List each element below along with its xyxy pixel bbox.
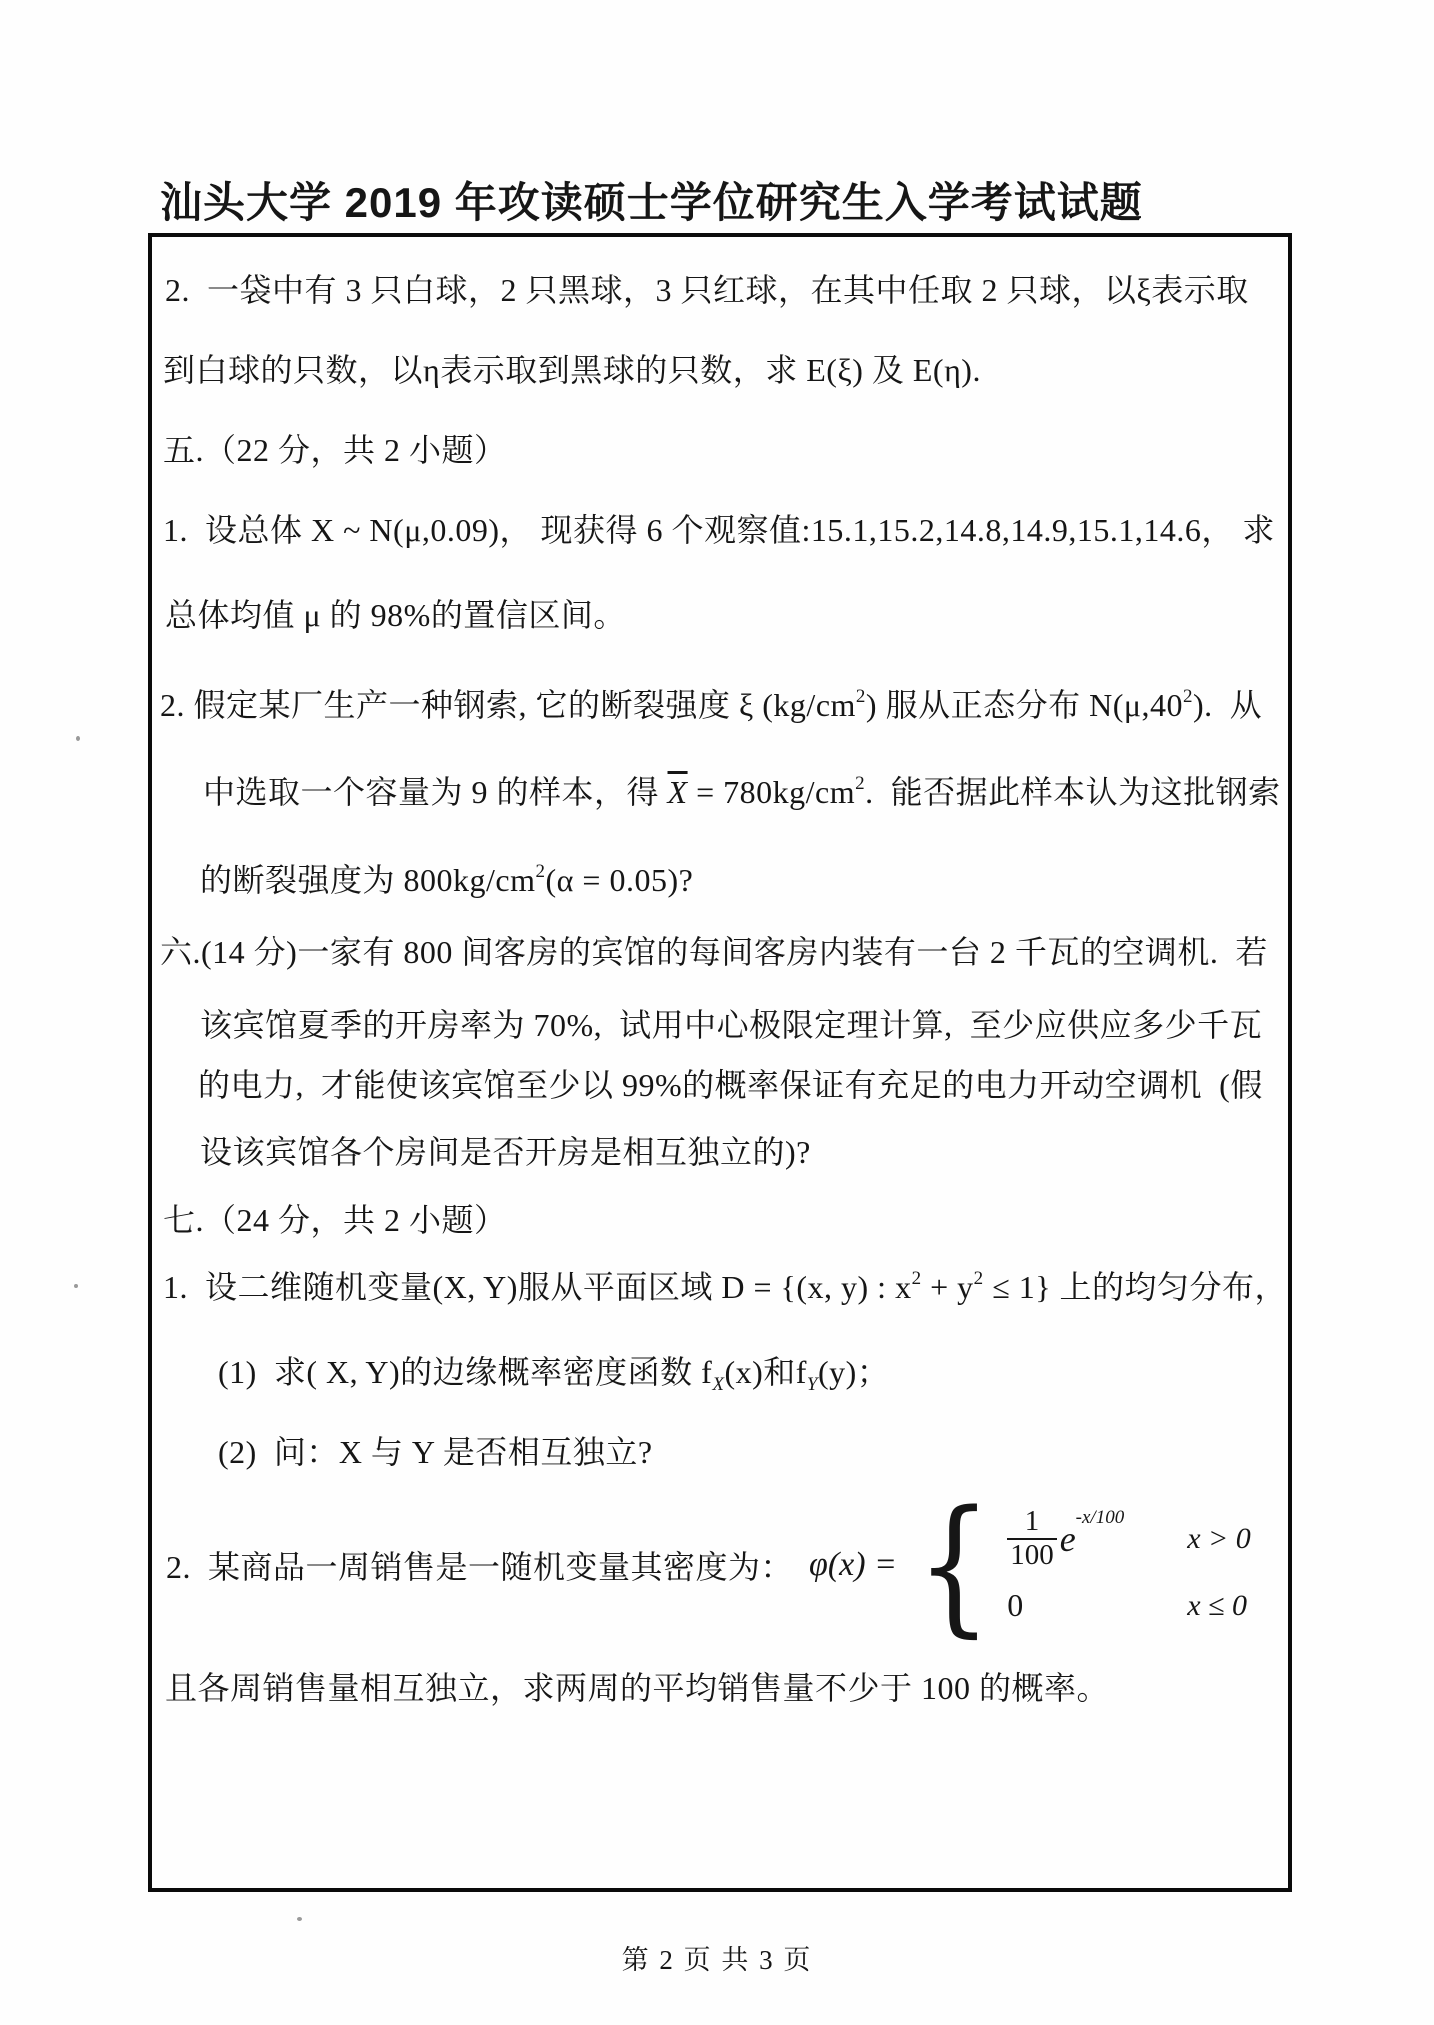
text-segment: = 780kg/cm — [687, 774, 856, 810]
case1-condition: x > 0 — [1187, 1521, 1251, 1555]
q2-balls-line1: 2. 一袋中有 3 只白球，2 只黑球，3 只红球，在其中任取 2 只球，以ξ表示取 — [165, 272, 1249, 308]
sec6-line1: 六.(14 分)一家有 800 间客房的宾馆的每间客房内装有一台 2 千瓦的空调机. 若 — [160, 934, 1268, 970]
sec5-q2-line2 — [203, 772, 1281, 812]
text-segment: ). 从 — [1193, 687, 1263, 723]
page-title: 汕头大学 2019 年攻读硕士学位研究生入学考试试题 — [160, 179, 1143, 227]
section5-heading: 五.（22 分，共 2 小题） — [163, 432, 507, 468]
superscript: 2 — [1183, 686, 1194, 707]
sec6-line3: 的电力, 才能使该宾馆至少以 99%的概率保证有充足的电力开动空调机 (假 — [198, 1067, 1263, 1103]
subscript: X — [712, 1374, 725, 1395]
sec7-q1-sub1 — [218, 1352, 890, 1395]
q2-balls-line2: 到白球的只数，以η表示取到黑球的只数，求 E(ξ) 及 E(η). — [163, 352, 981, 388]
sec6-line2: 该宾馆夏季的开房率为 70%, 试用中心极限定理计算, 至少应供应多少千瓦 — [200, 1007, 1263, 1043]
sec7-q1-line1 — [163, 1267, 1287, 1307]
sec5-q2-line1 — [160, 685, 1262, 725]
superscript: 2 — [973, 1268, 984, 1289]
text-segment: (α = 0.05)? — [545, 862, 694, 898]
text-segment: . 能否据此样本认为这批钢索 — [865, 774, 1281, 810]
text-segment: 中选取一个容量为 9 的样本，得 — [203, 774, 668, 810]
superscript: 2 — [855, 686, 866, 707]
superscript: 2 — [911, 1268, 922, 1289]
sec5-q2-line3 — [200, 860, 693, 900]
piecewise-cases — [1007, 1506, 1251, 1625]
sec5-q1-line1: 1. 设总体 X ~ N(μ,0.09)， 现获得 6 个观察值:15.1,15.2,14.8,14.9,15.1,14.6， 求 — [163, 512, 1275, 548]
text-segment: + y — [921, 1269, 974, 1305]
scan-speck — [74, 1284, 78, 1288]
case2-condition: x ≤ 0 — [1187, 1588, 1247, 1622]
sec6-line4: 设该宾馆各个房间是否开房是相互独立的)? — [200, 1134, 811, 1170]
superscript: 2 — [855, 773, 866, 794]
case2-expression — [1007, 1587, 1187, 1624]
page-number: 第 2 页 共 3 页 — [621, 1945, 813, 1975]
left-brace: { — [916, 1479, 992, 1651]
superscript: 2 — [535, 861, 546, 882]
exponential-term — [1059, 1506, 1125, 1560]
subscript: Y — [806, 1374, 818, 1395]
sec5-q1-line2: 总体均值 μ 的 98%的置信区间。 — [165, 597, 626, 633]
fraction-numerator: 1 — [1024, 1504, 1040, 1537]
e-symbol: e — [1059, 1518, 1076, 1559]
text-segment: 2. 假定某厂生产一种钢索, 它的断裂强度 ξ (kg/cm — [160, 687, 856, 723]
text-segment: ≤ 1} 上的均匀分布， — [983, 1269, 1288, 1305]
section7-heading: 七.（24 分，共 2 小题） — [163, 1202, 507, 1238]
scan-speck — [297, 1917, 302, 1921]
question-border-box — [148, 233, 1292, 1892]
piecewise-function — [907, 1479, 1251, 1651]
x-bar-symbol: $\overline{X}$ — [667, 774, 688, 810]
text-segment: 1. 设二维随机变量(X, Y)服从平面区域 D = {(x, y) : x — [163, 1269, 912, 1305]
phi-function-label: φ(x) = — [809, 1546, 898, 1583]
sec7-q1-sub2: (2) 问：X 与 Y 是否相互独立? — [218, 1434, 653, 1470]
text-segment: (x)和f — [724, 1354, 807, 1390]
text-segment: (1) 求( X, Y)的边缘概率密度函数 f — [218, 1354, 713, 1390]
exponent: -x/100 — [1075, 1506, 1125, 1528]
sec7-q2-density-formula — [166, 1479, 1251, 1651]
formula-intro-text: 2. 某商品一周销售是一随机变量其密度为： — [166, 1549, 794, 1585]
case1-expression — [1007, 1506, 1187, 1572]
scan-speck — [76, 736, 80, 741]
text-segment: (y)； — [818, 1354, 890, 1390]
sec7-q2-last-line: 且各周销售量相互独立，求两周的平均销售量不少于 100 的概率。 — [165, 1670, 1110, 1706]
fraction-denominator: 100 — [1007, 1538, 1057, 1572]
zero-value: 0 — [1007, 1587, 1024, 1624]
fraction-1-over-100 — [1007, 1506, 1057, 1572]
text-segment: ) 服从正态分布 N(μ,40 — [865, 687, 1184, 723]
text-segment: 的断裂强度为 800kg/cm — [200, 862, 536, 898]
